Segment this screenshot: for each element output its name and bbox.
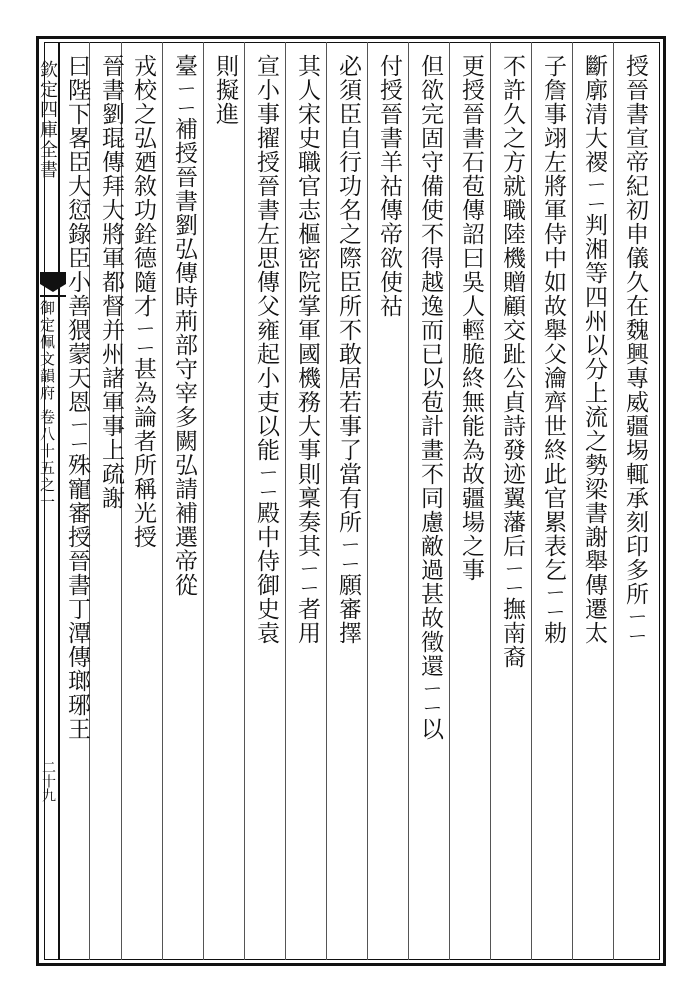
text-column: 其人宋史職官志樞密院掌軍國機務大事則稟奏其ㄧㄧ者用	[294, 54, 320, 645]
column-rule	[367, 42, 368, 960]
column-rule	[449, 42, 450, 960]
text-column: 戎校之弘廼敘功銓德隨才ㄧㄧ甚為論者所稱光授	[130, 54, 156, 549]
text-column: 曰陛下畧臣大愆錄臣小善猥蒙天恩ㄧㄧ殊寵審授晉書丁潭傳瑯琊王	[64, 54, 90, 741]
text-column: 則擬進	[212, 54, 238, 126]
column-rule	[326, 42, 327, 960]
text-column: 臺ㄧㄧ補授晉書劉弘傳時荊部守宰多闕弘請補選帝從	[171, 54, 197, 597]
text-column: 宣小事擢授晉書左思傳父雍起小吏以能ㄧㄧ殿中侍御史袁	[253, 54, 279, 645]
text-column: 晉書劉琨傳拜大將軍都督并州諸軍事上疏謝	[98, 54, 124, 510]
text-column: 斷廓清大禝ㄧㄧ判湘等四州以分上流之勢梁書謝舉傳遷太	[581, 54, 607, 645]
text-column: 不許久之方就職陸機贈顧交趾公貞詩發迹翼藩后ㄧㄧ撫南裔	[499, 54, 525, 669]
text-column: 付授晉書羊祜傳帝欲使祜	[376, 54, 402, 318]
column-rule	[490, 42, 491, 960]
column-rule	[408, 42, 409, 960]
book-title: 欽定四庫全書	[37, 60, 58, 180]
column-rule	[285, 42, 286, 960]
column-rule	[162, 42, 163, 960]
text-column: 子詹事翊左將軍侍中如故舉父瀹齊世終此官累表乞ㄧㄧ勅	[540, 54, 566, 645]
page-number: 二十九	[40, 760, 56, 802]
column-rule	[531, 42, 532, 960]
column-rule	[572, 42, 573, 960]
spine-divider	[58, 42, 60, 960]
text-column: 授晉書宣帝紀初申儀久在魏興專威疆埸輒承刻印多所ㄧㄧ	[622, 54, 648, 645]
column-rule	[244, 42, 245, 960]
section-title: 御定佩文韻府 卷八十五之一	[38, 300, 56, 511]
text-column: 但欲完固守備使不得越逸而已以苞計畫不同慮敵過甚故徵還ㄧㄧ以	[417, 54, 443, 741]
text-column: 必須臣自行功名之際臣所不敢居若事了當有所ㄧㄧ願審擇	[335, 54, 361, 645]
text-column: 更授晉書石苞傳詔曰吳人輕脆終無能為故疆場之事	[458, 54, 484, 582]
column-rule	[203, 42, 204, 960]
column-rule	[613, 42, 614, 960]
